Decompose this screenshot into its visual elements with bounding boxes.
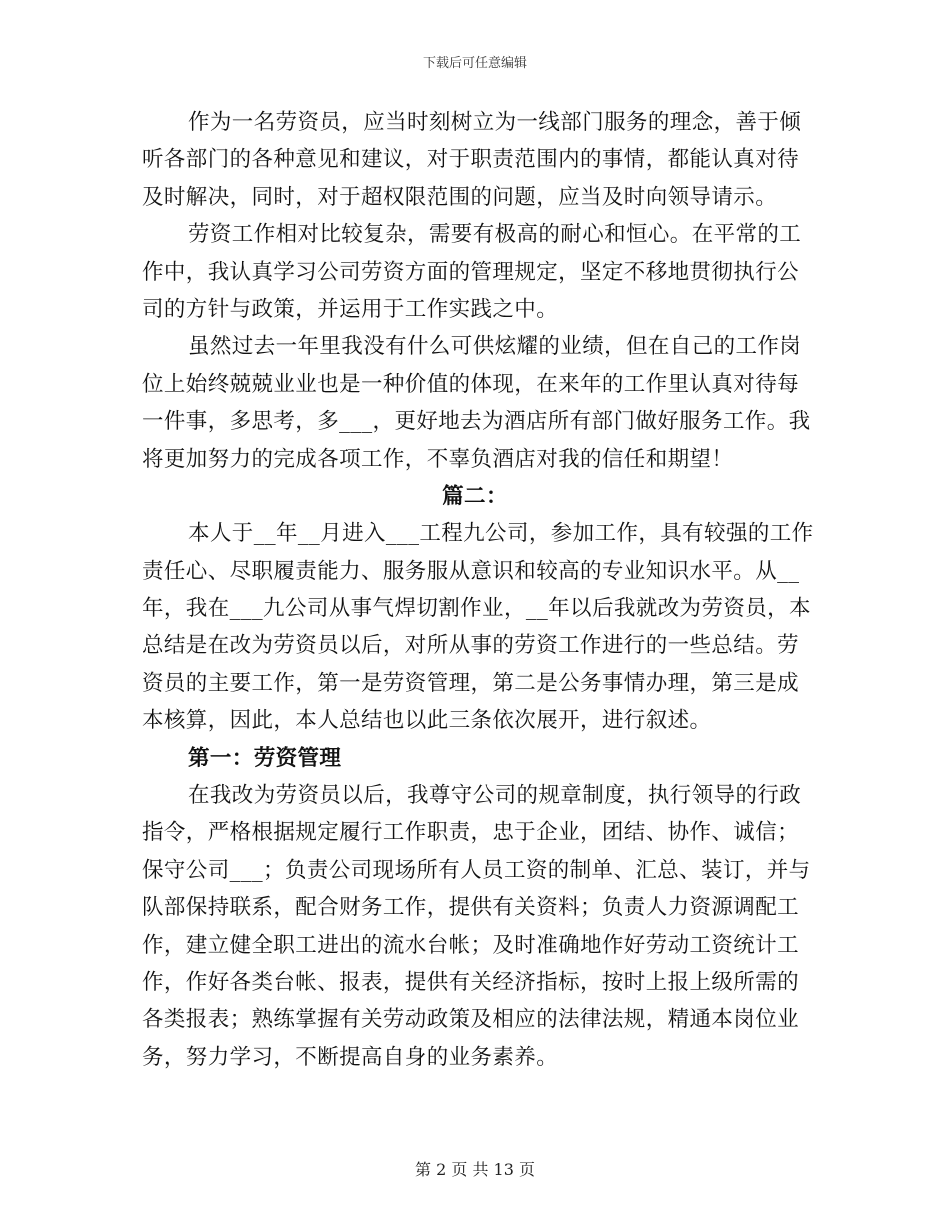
paragraph-line: 作中，我认真学习公司劳资方面的管理规定，坚定不移地贯彻执行公 bbox=[142, 259, 800, 285]
paragraph-line: 队部保持联系，配合财务工作，提供有关资料；负责人力资源调配工 bbox=[142, 895, 800, 921]
paragraph-line: 及时解决，同时，对于超权限范围的问题，应当及时向领导请示。 bbox=[142, 184, 778, 210]
paragraph-line: 本核算，因此，本人总结也以此三条依次展开，进行叙述。 bbox=[142, 708, 712, 734]
paragraph-line: 指令，严格根据规定履行工作职责，忠于企业，团结、协作、诚信； bbox=[142, 820, 800, 846]
paragraph-line: 保守公司___；负责公司现场所有人员工资的制单、汇总、装订，并与 bbox=[142, 857, 811, 883]
paragraph-line: 位上始终兢兢业业也是一种价值的体现，在来年的工作里认真对待每 bbox=[142, 371, 800, 397]
paragraph-line: 年，我在___九公司从事气焊切割作业，__年以后我就改为劳资员，本 bbox=[142, 596, 811, 622]
paragraph-line: 听各部门的各种意见和建议，对于职责范围内的事情，都能认真对待 bbox=[142, 147, 800, 173]
paragraph-line: 司的方针与政策，并运用于工作实践之中。 bbox=[142, 296, 559, 322]
paragraph-line: 劳资工作相对比较复杂，需要有极高的耐心和恒心。在平常的工 bbox=[188, 222, 802, 248]
paragraph-line: 本人于__年__月进入___工程九公司，参加工作，具有较强的工作 bbox=[188, 521, 814, 547]
paragraph-line: 务，努力学习，不断提高自身的业务素养。 bbox=[142, 1044, 559, 1070]
page-header: 下载后可任意编辑 bbox=[422, 56, 527, 71]
document-body bbox=[142, 104, 814, 1076]
paragraph-line: 将更加努力的完成各项工作，不辜负酒店对我的信任和期望！ bbox=[142, 446, 734, 472]
paragraph-line: 各类报表；熟练掌握有关劳动政策及相应的法律法规，精通本岗位业 bbox=[142, 1007, 800, 1033]
paragraph-line: 作，作好各类台帐、报表，提供有关经济指标，按时上报上级所需的 bbox=[142, 969, 800, 995]
paragraph-line: 一件事，多思考，多___，更好地去为酒店所有部门做好服务工作。我 bbox=[142, 409, 811, 435]
paragraph-line: 虽然过去一年里我没有什么可供炫耀的业绩，但在自己的工作岗 bbox=[188, 334, 802, 360]
subsection-heading: 第一：劳资管理 bbox=[188, 745, 342, 771]
paragraph-line: 资员的主要工作，第一是劳资管理，第二是公务事情办理，第三是成 bbox=[142, 670, 800, 696]
paragraph-line: 总结是在改为劳资员以后，对所从事的劳资工作进行的一些总结。劳 bbox=[142, 633, 800, 659]
page-number-footer: 第 2 页 共 13 页 bbox=[415, 1160, 535, 1179]
paragraph-line: 作为一名劳资员，应当时刻树立为一线部门服务的理念，善于倾 bbox=[188, 110, 802, 135]
section-heading: 篇二： bbox=[442, 483, 508, 509]
paragraph-line: 作，建立健全职工进出的流水台帐；及时准确地作好劳动工资统计工 bbox=[142, 932, 800, 958]
paragraph-line: 责任心、尽职履责能力、服务服从意识和较高的专业知识水平。从__ bbox=[142, 558, 800, 584]
paragraph-line: 在我改为劳资员以后，我尊守公司的规章制度，执行领导的行政 bbox=[188, 783, 802, 809]
